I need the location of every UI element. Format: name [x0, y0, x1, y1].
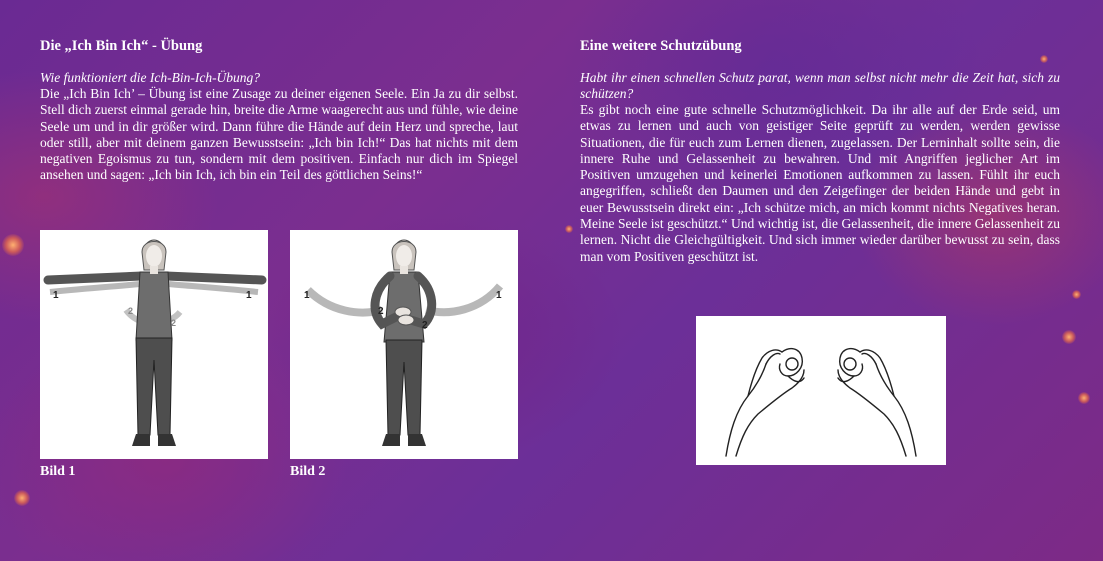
figure-1-illustration — [40, 230, 268, 459]
background-glow — [1062, 330, 1076, 344]
background-glow — [1078, 392, 1090, 404]
figure-2-label: 1 — [496, 290, 502, 301]
figure-1-label: 1 — [246, 290, 252, 301]
left-page — [40, 0, 518, 561]
figure-1-label: 2 — [171, 318, 177, 328]
right-page-title: Eine weitere Schutzübung — [580, 38, 742, 54]
background-glow — [565, 225, 573, 233]
background-glow — [2, 234, 24, 256]
figure-2-label: 1 — [304, 290, 310, 301]
background-glow — [14, 490, 30, 506]
hand-gesture-illustration — [696, 316, 946, 465]
figure-1-caption: Bild 1 — [40, 464, 76, 479]
left-question: Wie funktioniert die Ich-Bin-Ich-Übung? — [40, 70, 261, 85]
figure-2-hands-on-heart — [290, 230, 518, 459]
right-question: Habt ihr einen schnellen Schutz parat, wenn man selbst nicht mehr die Zeit hat, sich zu schützen? — [580, 70, 1060, 101]
right-body-text: Es gibt noch eine gute schnelle Schutzmöglichkeit. Da ihr alle auf der Erde seid, um etwas zu lernen und auch von geistiger Seite geprüft zu werden, werden gewisse Situationen, die für euch zum Lernen dienen, zugelassen. Der Lerninhalt sollte sein, die innere Ruhe und Gelassenheit zu bewahren. Und mit Angriffen jeglicher Art im Positiven umzugehen und keinerlei Emotionen aufkommen zu lassen. Fühlt ihr euch angegriffen, schließt den Daumen und den Zeigefinger der beiden Hände und gebt in euer Bewusstsein direkt ein: „Ich schütze mich, an mich kommt nichts Negatives heran. Meine Seele ist geschützt.“ Und wichtig ist, die Gelassenheit, die innere Gelassenheit zu lernen. Nicht die Gleichgültigkeit. Und sich immer wieder darüber bewusst zu sein, dass man vom Positiven geschützt ist. — [580, 102, 1060, 264]
figure-2-caption: Bild 2 — [290, 464, 326, 479]
figure-1-label: 2 — [128, 306, 134, 316]
figure-2-illustration — [290, 230, 518, 459]
figure-1-label: 1 — [53, 290, 59, 301]
figure-2-label: 2 — [378, 306, 384, 317]
figure-1-arms-outstretched — [40, 230, 268, 459]
left-body-text: Die „Ich Bin Ich’ – Übung ist eine Zusage zu deiner eigenen Seele. Ein Ja zu dir selbst. Stell dich zuerst einmal gerade hin, breite die Arme waagerecht aus und fühle, wie deine Seele um und in dir größer wird. Dann führe die Hände auf dein Herz und spreche, laut oder still, aber mit deinem ganzen Bewusstsein: „Ich bin Ich!“ Das hat nichts mit dem negativen Egoismus zu tun, sondern mit dem positiven. Einfach nur dich im Spiegel ansehen und sagen: „Ich bin Ich, ich bin ein Teil des göttlichen Seins!“ — [40, 86, 518, 183]
left-page-title: Die „Ich Bin Ich“ - Übung — [40, 38, 203, 54]
figure-hand-gesture — [696, 316, 946, 465]
figure-2-label: 2 — [422, 320, 428, 331]
background-glow — [1072, 290, 1081, 299]
right-page — [580, 0, 1060, 561]
